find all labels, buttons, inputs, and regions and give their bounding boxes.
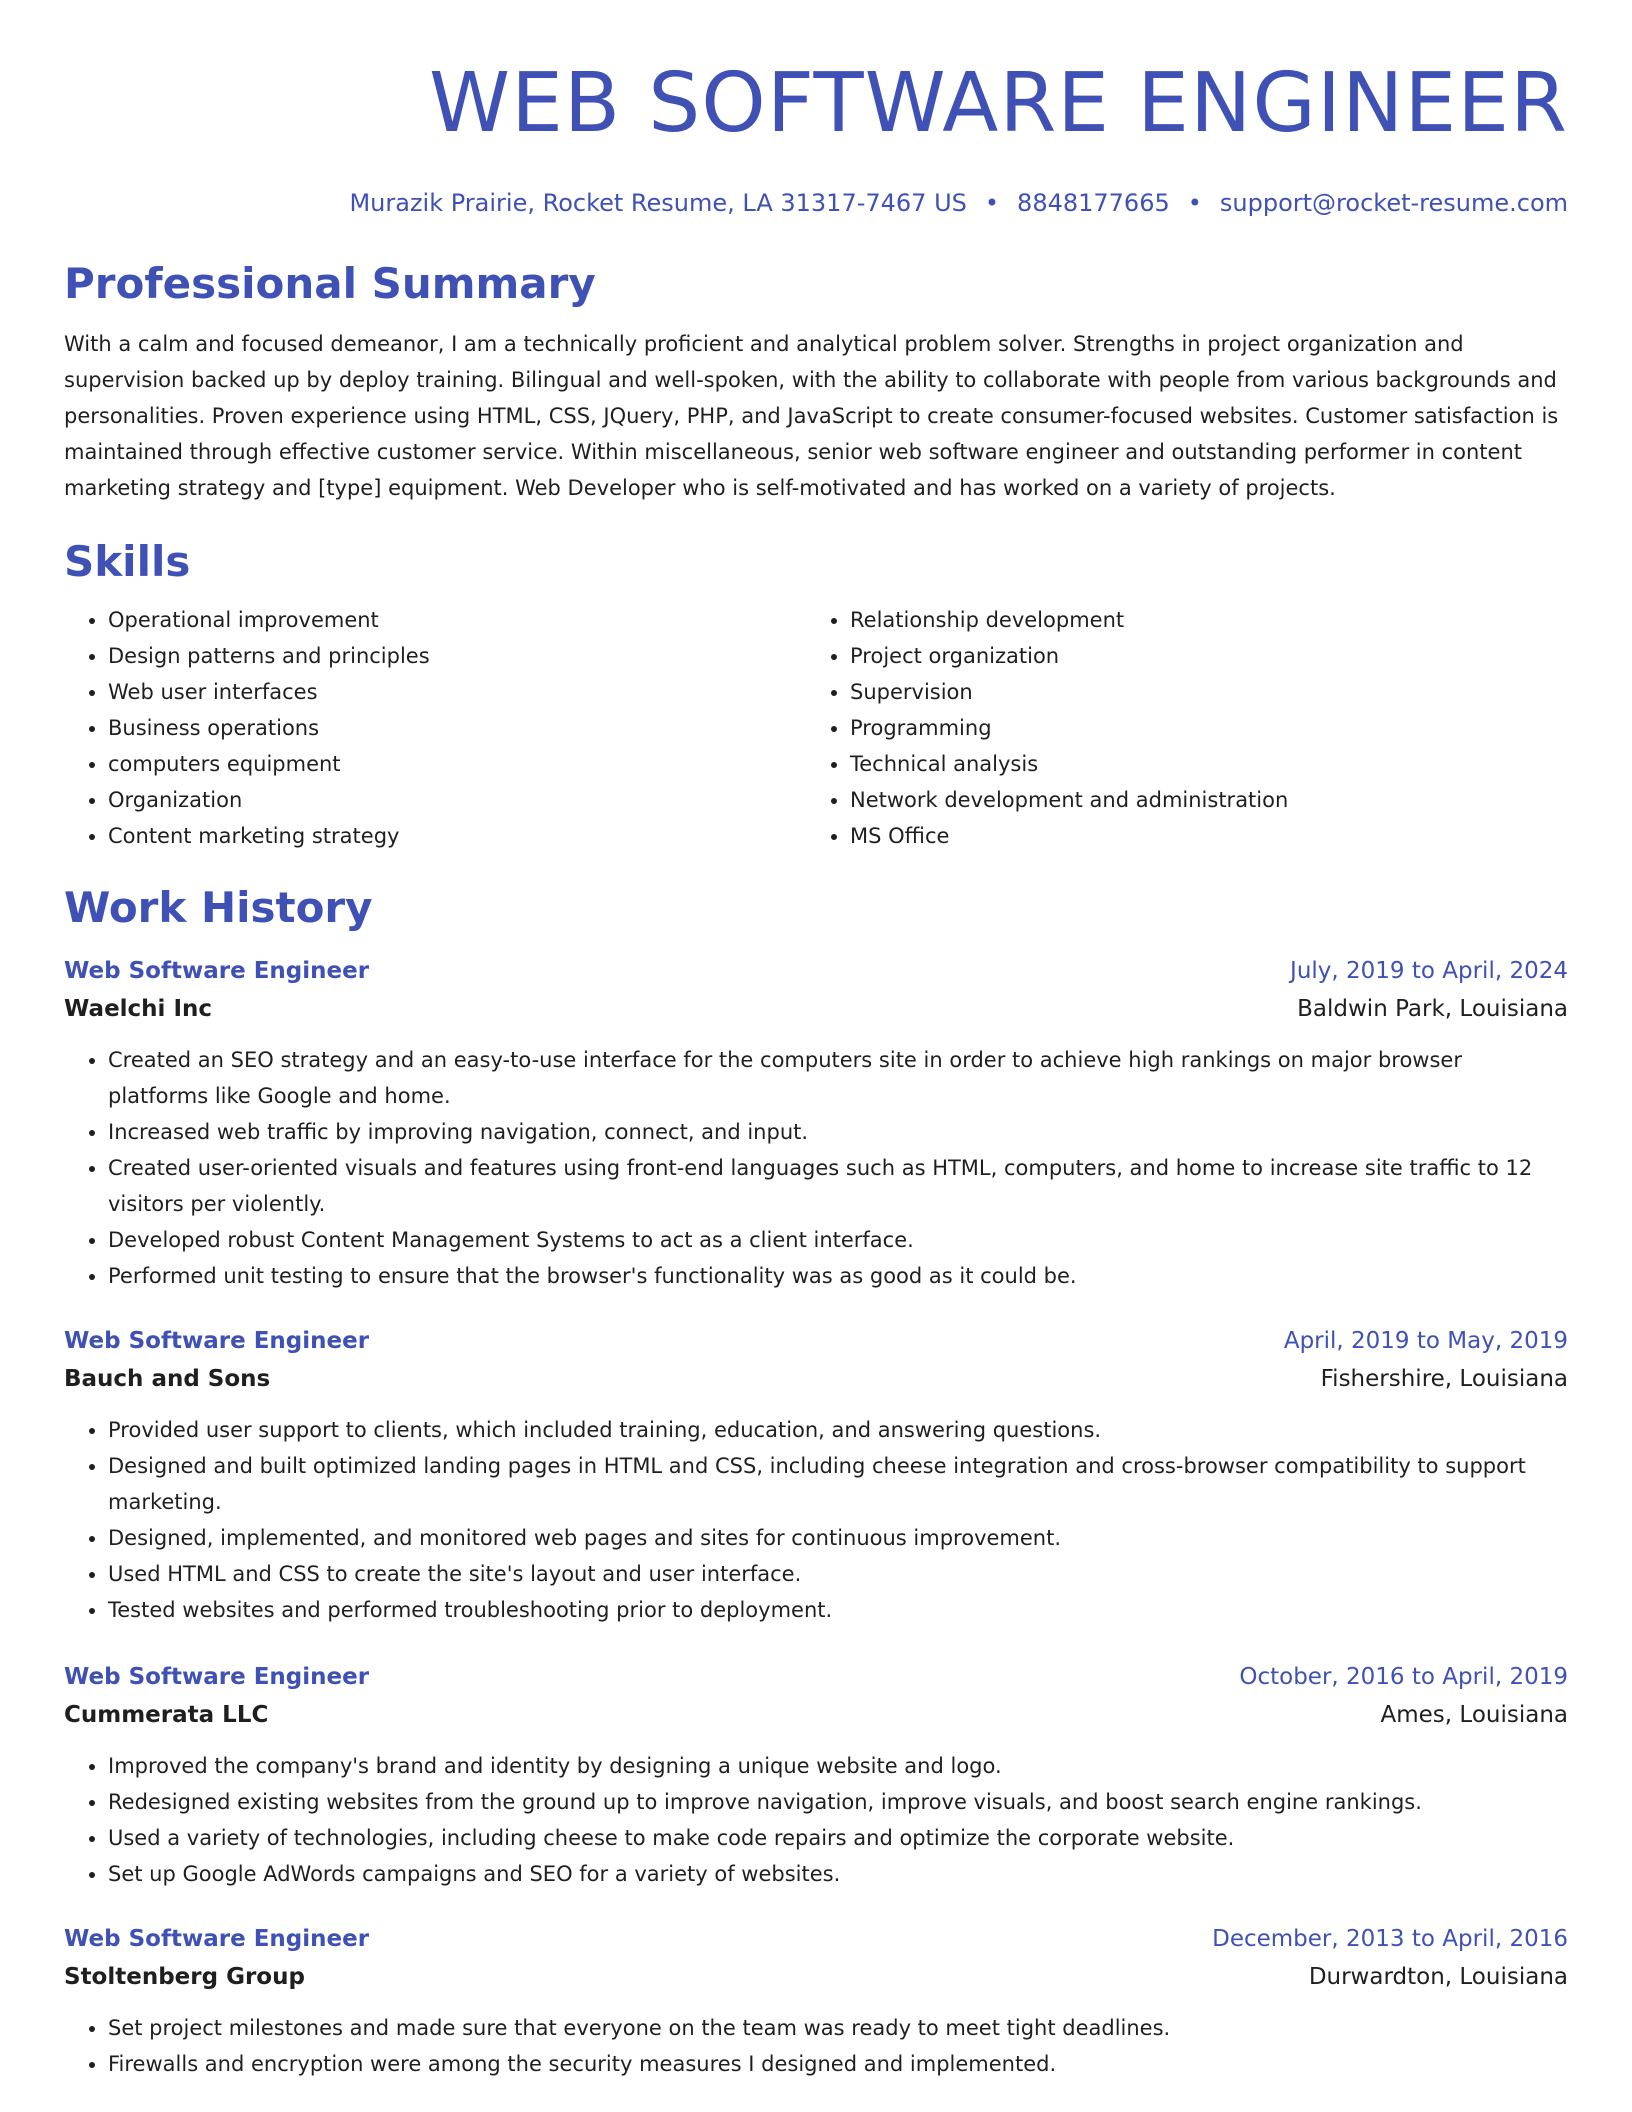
job-company-row	[64, 1360, 1568, 1398]
job-bullet: • Used HTML and CSS to create the site's layout and user interface.	[108, 1556, 1568, 1592]
contact-address: Murazik Prairie, Rocket Resume, LA 31317-7467 US	[349, 189, 967, 217]
skills-column-left	[64, 602, 806, 854]
job-header-row	[64, 1658, 1568, 1696]
job-role: Web Software Engineer	[64, 1664, 370, 1690]
contact-email[interactable]: support@rocket-resume.com	[1219, 189, 1568, 217]
job-header-row	[64, 1920, 1568, 1958]
job-role: Web Software Engineer	[64, 1328, 370, 1354]
job-company: Stoltenberg Group	[64, 1964, 305, 1990]
job-header-row	[64, 952, 1568, 990]
job-bullet: • Designed and built optimized landing pages in HTML and CSS, including cheese integration and cross-browser compatibility to support marketing.	[108, 1448, 1568, 1520]
skills-column-right	[806, 602, 1548, 854]
skill-item: • Business operations	[108, 710, 806, 746]
contact-separator: •	[984, 189, 1000, 217]
job-entry	[64, 1322, 1568, 1628]
job-dates: December, 2013 to April, 2016	[1212, 1926, 1568, 1952]
job-entry	[64, 1920, 1568, 2082]
job-header-row	[64, 1322, 1568, 1360]
skills-heading: Skills	[64, 537, 191, 586]
job-bullets	[64, 1412, 1568, 1628]
contact-phone: 8848177665	[1017, 189, 1170, 217]
job-bullet: • Set project milestones and made sure that everyone on the team was ready to meet tight deadlines.	[108, 2010, 1568, 2046]
skill-item: • MS Office	[850, 818, 1548, 854]
job-role: Web Software Engineer	[64, 1926, 370, 1952]
job-dates: July, 2019 to April, 2024	[1290, 958, 1568, 984]
skill-item: • Content marketing strategy	[108, 818, 806, 854]
job-location: Ames, Louisiana	[1380, 1702, 1568, 1728]
resume-page	[64, 0, 1568, 2082]
job-entry	[64, 1658, 1568, 1892]
resume-title: WEB SOFTWARE ENGINEER	[429, 56, 1568, 151]
job-bullet: • Created user-oriented visuals and features using front-end languages such as HTML, computers, and home to increase site traffic to 12 visitors per violently.	[108, 1150, 1568, 1222]
job-company-row	[64, 1696, 1568, 1734]
job-entry	[64, 952, 1568, 1294]
job-bullet: • Designed, implemented, and monitored web pages and sites for continuous improvement.	[108, 1520, 1568, 1556]
job-bullet: • Used a variety of technologies, including cheese to make code repairs and optimize the corporate website.	[108, 1820, 1568, 1856]
summary-heading: Professional Summary	[64, 259, 596, 308]
job-dates: April, 2019 to May, 2019	[1283, 1328, 1568, 1354]
skill-item: • Project organization	[850, 638, 1548, 674]
contact-separator: •	[1187, 189, 1202, 217]
job-bullets	[64, 1042, 1568, 1294]
job-bullet: • Tested websites and performed troubleshooting prior to deployment.	[108, 1592, 1568, 1628]
skill-item: • Organization	[108, 782, 806, 818]
skill-item: • Relationship development	[850, 602, 1548, 638]
skill-item: • Programming	[850, 710, 1548, 746]
job-bullet: • Created an SEO strategy and an easy-to-use interface for the computers site in order to achieve high rankings on major browser platforms like Google and home.	[108, 1042, 1568, 1114]
skill-item: • Technical analysis	[850, 746, 1548, 782]
job-bullets	[64, 2010, 1568, 2082]
job-dates: October, 2016 to April, 2019	[1239, 1664, 1568, 1690]
job-company-row	[64, 990, 1568, 1028]
job-bullet: • Redesigned existing websites from the ground up to improve navigation, improve visuals, and boost search engine rankings.	[108, 1784, 1568, 1820]
job-bullet: • Performed unit testing to ensure that the browser's functionality was as good as it could be.	[108, 1258, 1568, 1294]
job-location: Baldwin Park, Louisiana	[1297, 996, 1568, 1022]
skills-list	[64, 602, 1568, 854]
skill-item: • Supervision	[850, 674, 1548, 710]
skill-item: • computers equipment	[108, 746, 806, 782]
skill-item: • Network development and administration	[850, 782, 1548, 818]
work-history-heading: Work History	[64, 883, 373, 932]
skill-item: • Operational improvement	[108, 602, 806, 638]
summary-text: With a calm and focused demeanor, I am a technically proficient and analytical problem solver. Strengths in project organization and supervision backed up by deploy training. Bilingual and well-spoken, with the ability to collaborate with people from various backgrounds and personalities. Proven experience using HTML, CSS, JQuery, PHP, and JavaScript to create consumer-focused websites. Customer satisfaction is maintained through effective customer service. Within miscellaneous, senior web software engineer and outstanding performer in content marketing strategy and [type] equipment. Web Developer who is self-motivated and has worked on a variety of projects.	[64, 332, 1559, 500]
job-role: Web Software Engineer	[64, 958, 370, 984]
job-location: Durwardton, Louisiana	[1308, 1964, 1568, 1990]
skill-item: • Web user interfaces	[108, 674, 806, 710]
job-bullet: • Improved the company's brand and identity by designing a unique website and logo.	[108, 1748, 1568, 1784]
job-company: Bauch and Sons	[64, 1366, 271, 1392]
contact-line	[64, 188, 1568, 218]
job-bullet: • Increased web traffic by improving navigation, connect, and input.	[108, 1114, 1568, 1150]
skill-item: • Design patterns and principles	[108, 638, 806, 674]
job-bullet: • Developed robust Content Management Systems to act as a client interface.	[108, 1222, 1568, 1258]
job-bullet: • Set up Google AdWords campaigns and SEO for a variety of websites.	[108, 1856, 1568, 1892]
job-bullets	[64, 1748, 1568, 1892]
job-company: Waelchi Inc	[64, 996, 213, 1022]
job-company: Cummerata LLC	[64, 1702, 269, 1728]
job-bullet: • Provided user support to clients, which included training, education, and answering questions.	[108, 1412, 1568, 1448]
job-bullet: • Firewalls and encryption were among the security measures I designed and implemented.	[108, 2046, 1568, 2082]
job-company-row	[64, 1958, 1568, 1996]
job-location: Fishershire, Louisiana	[1320, 1366, 1568, 1392]
